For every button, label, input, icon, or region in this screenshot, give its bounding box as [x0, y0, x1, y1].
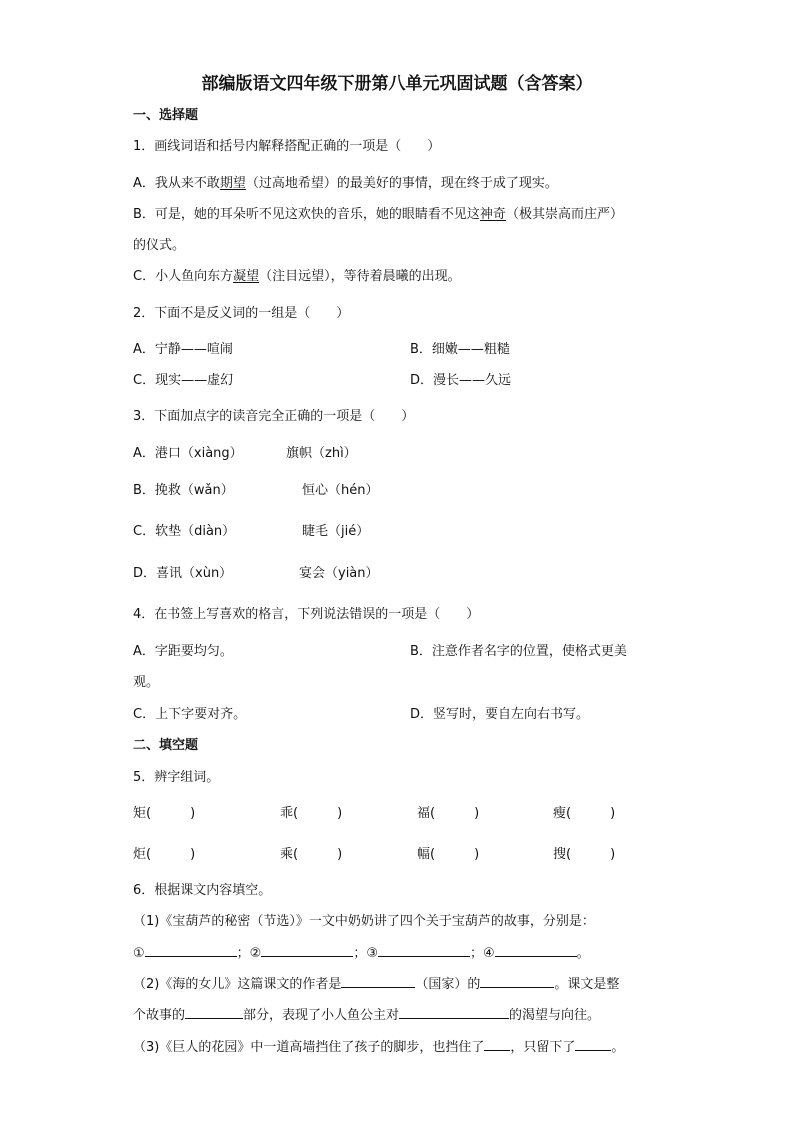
- answer-blank[interactable]: [495, 943, 577, 957]
- q3-option-a1: A．港口（xiàng）: [133, 446, 243, 461]
- answer-blank[interactable]: [399, 1005, 509, 1019]
- q4-option-b: B．注意作者名字的位置，使格式更美: [410, 644, 627, 659]
- q5-item: 乖( ): [280, 806, 343, 821]
- q3-option-d1: D．喜讯（xùn）: [133, 566, 233, 581]
- q1-option-b-cont: 的仪式。: [133, 238, 186, 253]
- answer-blank[interactable]: [484, 1037, 510, 1051]
- q3-option-a2: 旗帜（zhì）: [286, 446, 357, 461]
- q3-option-b2: 恒心（hén）: [302, 483, 379, 498]
- q5-item: 矩( ): [133, 806, 196, 821]
- q5-item: 搜( ): [553, 847, 616, 862]
- q5-item: 幅( ): [417, 847, 480, 862]
- underlined-word: 期望: [219, 176, 246, 191]
- answer-blank[interactable]: [185, 1005, 243, 1019]
- q5-item: 炬( ): [133, 847, 196, 862]
- q2-option-c: C．现实——虚幻: [133, 373, 234, 388]
- q4-option-a: A．字距要均匀。: [133, 644, 233, 659]
- answer-blank[interactable]: [378, 943, 470, 957]
- answer-blank[interactable]: [341, 974, 415, 988]
- q4-option-d: D．竖写时，要自左向右书写。: [410, 707, 590, 722]
- answer-blank[interactable]: [480, 974, 554, 988]
- q6-part1-blanks: ① ；② ；③ ；④ 。: [133, 942, 590, 961]
- q4-option-c: C．上下字要对齐。: [133, 707, 247, 722]
- q5-item: 瘦( ): [553, 806, 616, 821]
- q1-stem: 1．画线词语和括号内解释搭配正确的一项是（ ）: [133, 139, 441, 154]
- q6-part2-cont: 个故事的 部分，表现了小人鱼公主对 的渴望与向往。: [133, 1004, 600, 1023]
- q6-stem: 6．根据课文内容填空。: [133, 883, 272, 898]
- q6-part2: （2)《海的女儿》这篇课文的作者是 （国家）的 。课文是整: [133, 973, 619, 992]
- q1-option-b: B．可是，她的耳朵听不见这欢快的音乐，她的眼睛看不见这神奇（极其崇高而庄严）: [133, 207, 623, 222]
- q3-stem: 3．下面加点字的读音完全正确的一项是（ ）: [133, 409, 415, 424]
- q6-part1: （1)《宝葫芦的秘密（节选）》一文中奶奶讲了四个关于宝葫芦的故事，分别是：: [133, 914, 595, 929]
- q2-option-d: D．漫长——久远: [410, 373, 512, 388]
- q3-option-b1: B．挽救（wǎn）: [133, 483, 234, 498]
- q2-stem: 2．下面不是反义词的一组是（ ）: [133, 306, 350, 321]
- q4-stem: 4．在书签上写喜欢的格言，下列说法错误的一项是（ ）: [133, 607, 480, 622]
- section-heading-fill: 二、填空题: [133, 738, 199, 753]
- answer-blank[interactable]: [145, 943, 237, 957]
- underlined-word: 凝望: [233, 269, 260, 284]
- q2-option-a: A．宁静——喧闹: [133, 342, 233, 357]
- answer-blank[interactable]: [575, 1037, 611, 1051]
- q5-item: 福( ): [417, 806, 480, 821]
- answer-blank[interactable]: [261, 943, 353, 957]
- q6-part3: （3)《巨人的花园》中一道高墙挡住了孩子的脚步，也挡住了 ，只留下了 。: [133, 1036, 624, 1055]
- q4-option-b-cont: 观。: [133, 675, 160, 690]
- q5-item: 乘( ): [280, 847, 343, 862]
- q1-option-c: C．小人鱼向东方凝望（注目远望），等待着晨曦的出现。: [133, 269, 461, 284]
- q2-option-b: B．细嫩——粗糙: [410, 342, 510, 357]
- page-title: 部编版语文四年级下册第八单元巩固试题（含答案）: [201, 74, 593, 94]
- q3-option-d2: 宴会（yiàn）: [299, 566, 379, 581]
- underlined-word: 神奇: [479, 207, 506, 222]
- q5-stem: 5．辨字组词。: [133, 770, 220, 785]
- q1-option-a: A．我从来不敢期望（过高地希望）的最美好的事情，现在终于成了现实。: [133, 176, 558, 191]
- section-heading-choice: 一、选择题: [133, 108, 199, 123]
- q3-option-c2: 睫毛（jié）: [302, 524, 370, 539]
- q3-option-c1: C．软垫（diàn）: [133, 524, 236, 539]
